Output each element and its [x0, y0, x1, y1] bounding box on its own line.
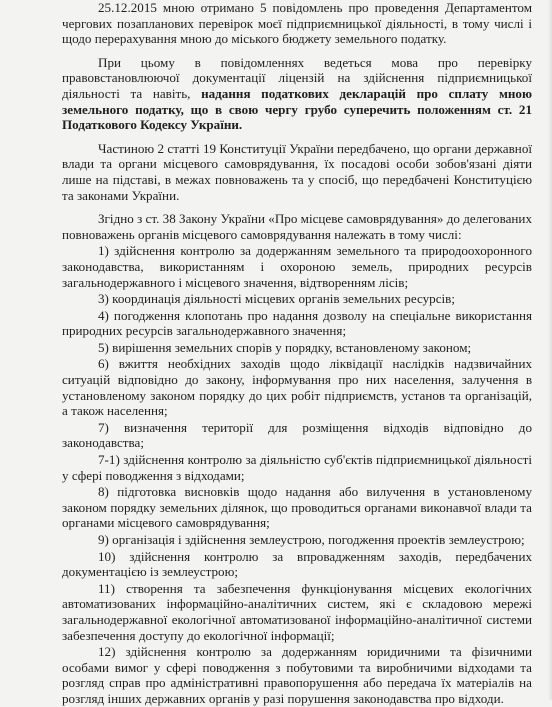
scan-edge-shadow — [548, 0, 552, 700]
paragraph-notification-received: 25.12.2015 мною отримано 5 повідомлень про проведення Департаментом чергових позапланових перевірок моєї підприємницької діяльності, в тому числі і щодо перерахування мною до міського бюджету земельного податку. — [62, 0, 532, 47]
paragraph-law-article-38: Згідно з ст. 38 Закону України «Про місцеве самоврядування» до делегованих повноважень органів місцевого самоврядування належать в тому числі: — [62, 211, 532, 242]
list-item: 11) створення та забезпечення функціонування місцевих екологічних автоматизованих інформаційно-аналітичних систем, які є складовою мережі загальнодержавної екологічної автоматизованої інформаційно-аналітичної системи забезпечення доступу до екологічної інформації; — [62, 580, 532, 643]
list-item: 6) вжиття необхідних заходів щодо ліквідації наслідків надзвичайних ситуацій відповідно до закону, інформування про них населення, залучення в установленому законом порядку до цих робіт підприємств, установ та організацій, а також населення; — [62, 356, 532, 419]
paragraph-inspection-subject-text: При цьому в повідомленнях ведеться мова про перевірку правовстановлюючої документації ліцензій на здійснення підприємницької діяльності та навіть, — [62, 54, 532, 101]
paragraph-inspection-subject — [62, 55, 532, 133]
list-item: 5) вирішення земельних спорів у порядку, встановленому законом; — [98, 339, 472, 355]
list-item: 10) здійснення контролю за впровадженням заходів, передбачених документацією із землеустрою; — [62, 548, 532, 580]
paragraph-constitution: Частиною 2 статті 19 Конституції України передбачено, що органи державної влади та органи місцевого самоврядування, їх посадові особи зобов'язані діяти лише на підставі, в межах повноважень та у спосіб, що передбачені Конституцією та законами України. — [62, 140, 532, 203]
list-item: 7) визначення території для розміщення відходів відповідно до законодавства; — [62, 419, 532, 451]
list-item: 8) підготовка висновків щодо надання або вилучення в установленому законом порядку земельних ділянок, що проводиться органами виконавчої влади та органами місцевого самоврядування; — [62, 484, 532, 531]
paragraph-inspection-subject-bold: надання податкових декларацій про сплату мною земельного податку, що в свою чергу грубо суперечить положенням ст. 21 Податкового Кодексу України. — [62, 85, 532, 133]
list-item: 7-1) здійснення контролю за діяльністю суб'єктів підприємницької діяльності у сфері поводження з відходами; — [62, 452, 532, 483]
list-item: 9) організація і здійснення землеустрою, погодження проектів землеустрою; — [98, 532, 525, 547]
list-item: 4) погодження клопотань про надання дозволу на спеціальне використання природних ресурсів загальнодержавного значення; — [62, 307, 532, 339]
list-item: 1) здійснення контролю за додержанням земельного та природоохоронного законодавства, використанням і охороною земель, природних ресурсів загальнодержавного і місцевого значення, відтворенням лісів; — [62, 243, 532, 290]
list-item: 3) координація діяльності місцевих органів земельних ресурсів; — [98, 291, 455, 307]
list-item: 12) здійснення контролю за додержанням юридичними та фізичними особами вимог у сфері поводження з побутовими та виробничими відходами та розгляд справ про адміністративні правопорушення або передача їх матеріалів на розгляд інших державних органів у разі порушення законодавства про відходи. — [62, 644, 532, 706]
